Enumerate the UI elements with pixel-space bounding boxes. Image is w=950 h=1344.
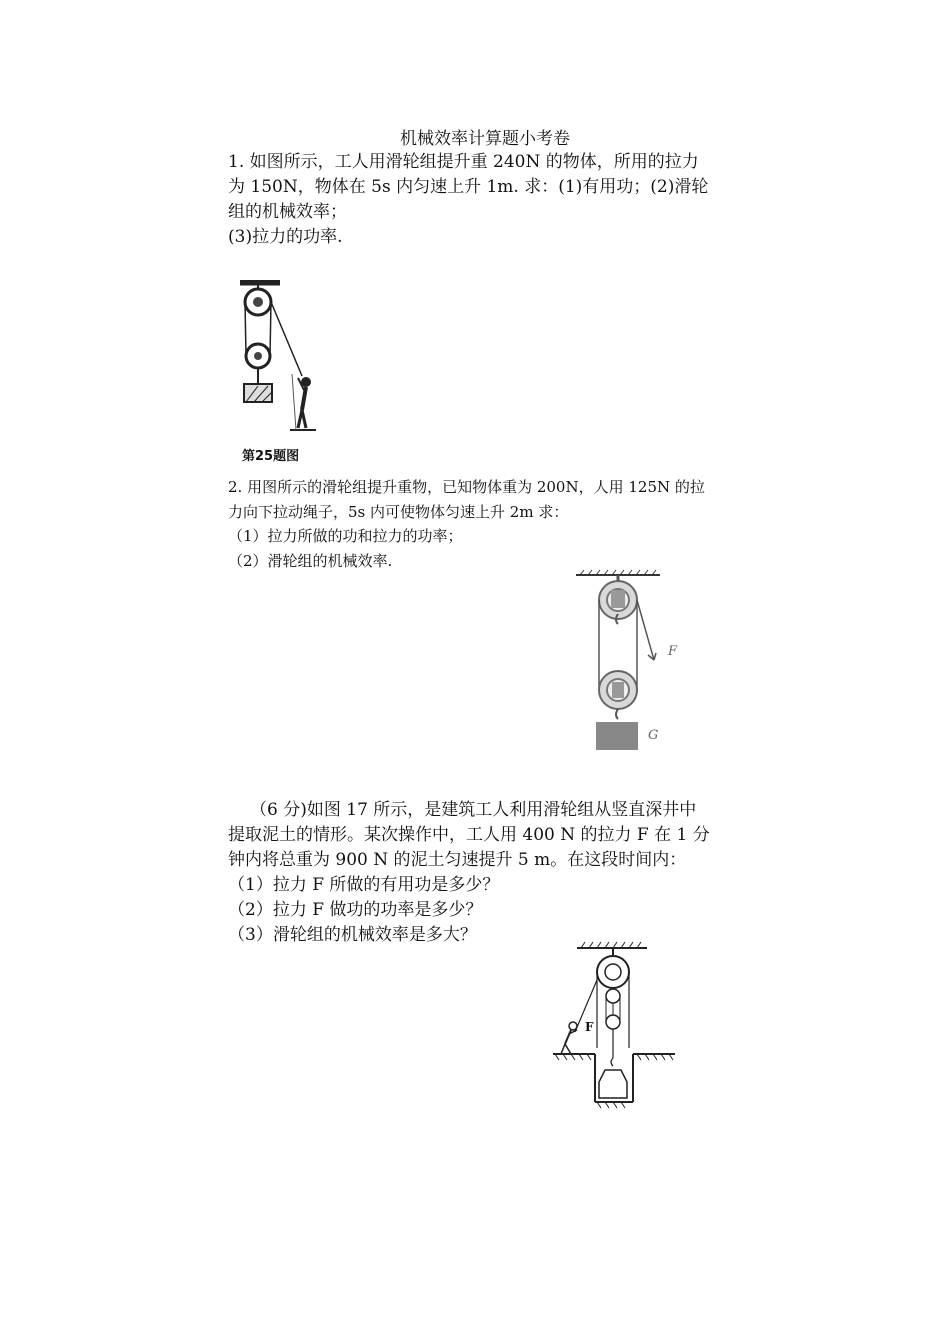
- q2-line-4: （2）滑轮组的机械效率.: [228, 552, 393, 570]
- q1-line-1: 1. 如图所示，工人用滑轮组提升重 240N 的物体，所用的拉力: [228, 152, 699, 172]
- q3-line-3: 钟内将总重为 900 N 的泥土匀速提升 5 m。在这段时间内：: [228, 850, 687, 870]
- q1-pulley-figure: [236, 278, 326, 463]
- q1-line-3: 组的机械效率；: [228, 202, 347, 222]
- q2-line-3: （1）拉力所做的功和拉力的功率；: [228, 527, 463, 545]
- q1-line-2: 为 150N，物体在 5s 内匀速上升 1m. 求：(1)有用功；(2)滑轮: [228, 177, 709, 197]
- q3-force-label: F: [585, 1020, 594, 1034]
- page-title: 机械效率计算题小考卷: [400, 129, 570, 149]
- q3-pulley-diagram: [553, 940, 683, 1110]
- q2-pulley-diagram: [568, 568, 698, 758]
- q2-line-1: 2. 用图所示的滑轮组提升重物，已知物体重为 200N，人用 125N 的拉: [228, 478, 705, 496]
- q2-force-label: F: [668, 644, 678, 659]
- q3-line-5: （2）拉力 F 做功的功率是多少？: [228, 900, 483, 920]
- q3-line-2: 提取泥土的情形。某次操作中，工人用 400 N 的拉力 F 在 1 分: [228, 825, 710, 845]
- q2-pulley-figure: [568, 568, 698, 758]
- q3-line-6: （3）滑轮组的机械效率是多大？: [228, 925, 477, 945]
- q3-pulley-figure: [553, 940, 683, 1110]
- q1-figure-caption: 第25题图: [242, 449, 300, 464]
- q2-line-2: 力向下拉动绳子，5s 内可使物体匀速上升 2m 求：: [228, 503, 569, 521]
- q3-line-4: （1）拉力 F 所做的有用功是多少？: [228, 875, 500, 895]
- q2-weight-label: G: [648, 728, 659, 743]
- q1-pulley-diagram: [236, 278, 326, 463]
- q3-line-1: （6 分)如图 17 所示，是建筑工人利用滑轮组从竖直深井中: [250, 800, 697, 820]
- q1-line-4: (3)拉力的功率.: [228, 227, 343, 247]
